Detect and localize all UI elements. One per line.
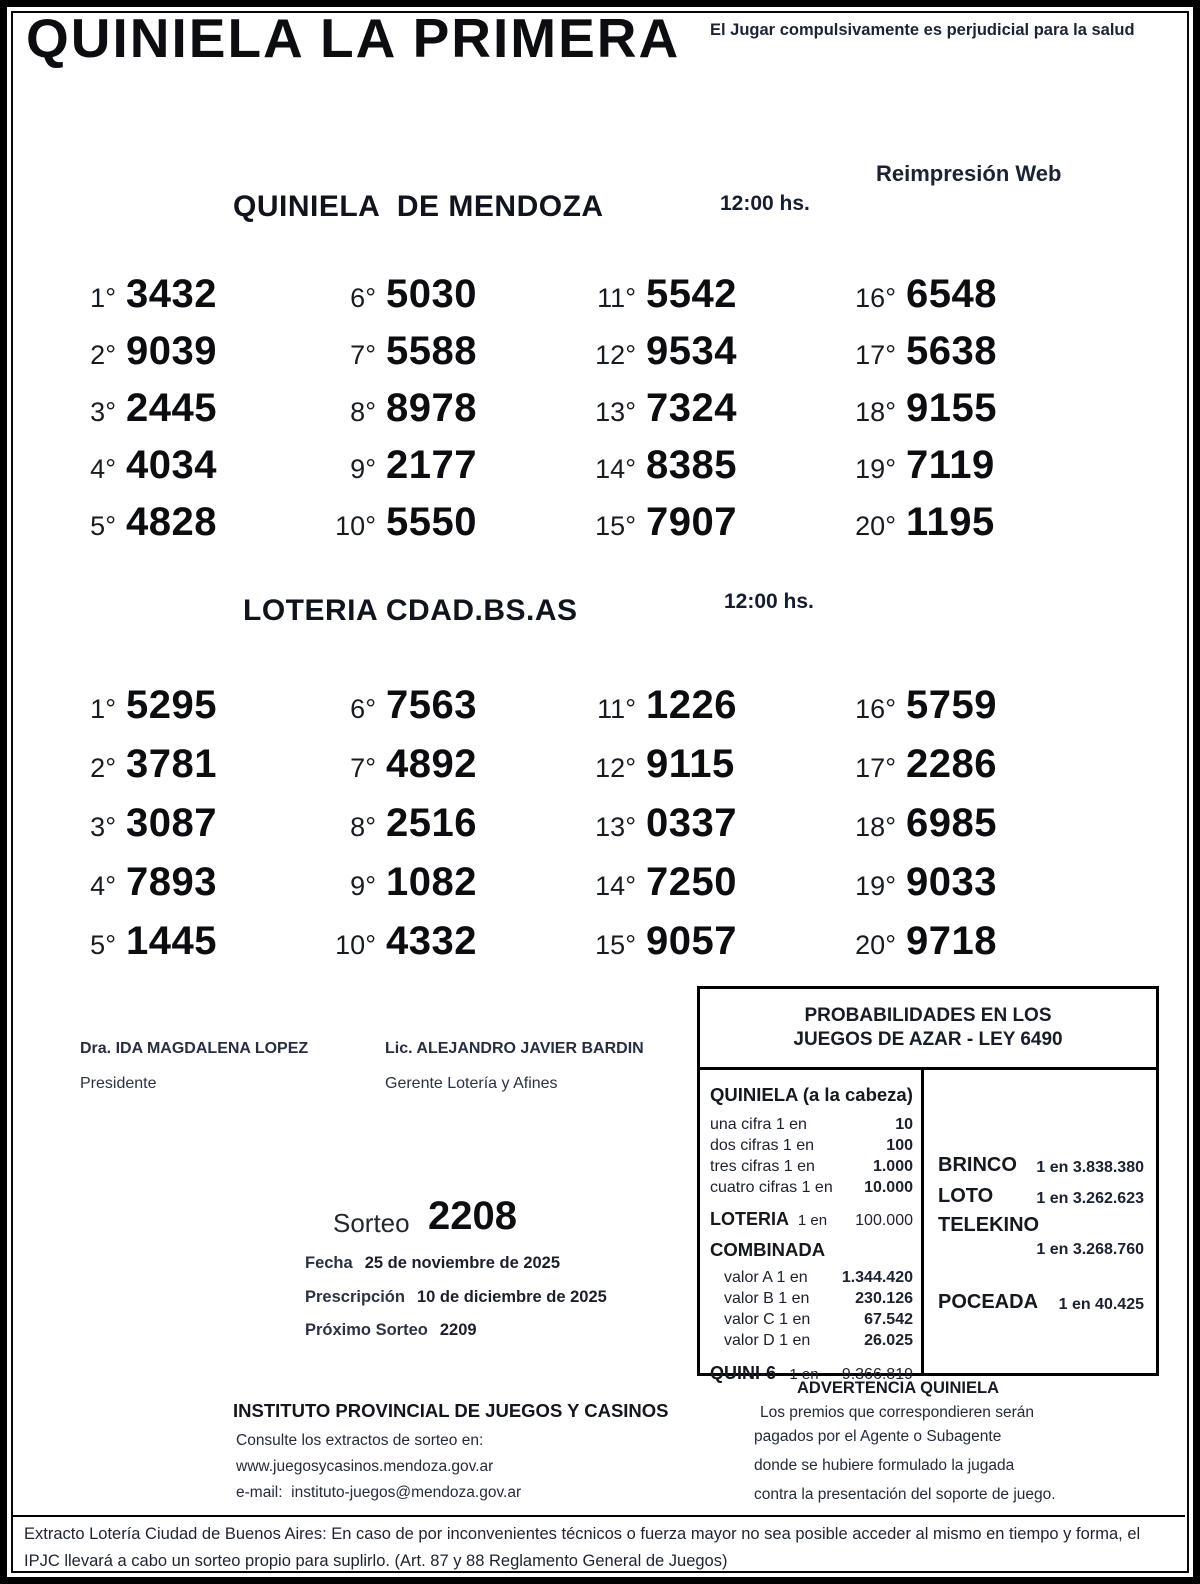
result-number: 2177 — [386, 443, 477, 487]
result-position: 13° — [595, 397, 636, 427]
result-number: 5550 — [386, 500, 477, 544]
result-cell — [318, 794, 578, 853]
results-column — [578, 266, 838, 551]
result-number: 6985 — [906, 801, 997, 845]
odds-label: valor C 1 en — [724, 1311, 811, 1328]
result-position: 12° — [595, 340, 636, 370]
result-cell — [58, 676, 318, 735]
odds-value: 26.025 — [864, 1332, 913, 1349]
result-number: 4332 — [386, 919, 477, 963]
loteria-mid: 1 en — [797, 1212, 828, 1229]
result-cell — [58, 323, 318, 380]
result-position: 16° — [855, 694, 896, 724]
result-position: 11° — [597, 694, 636, 724]
result-position: 14° — [595, 454, 636, 484]
result-position: 9° — [350, 871, 376, 901]
odds-row — [710, 1330, 913, 1351]
result-number: 2286 — [906, 742, 997, 786]
prescripcion-row — [305, 1288, 607, 1307]
document-title: QUINIELA LA PRIMERA — [26, 7, 681, 69]
result-number: 1195 — [906, 500, 995, 544]
proximo-sorteo-value: 2209 — [439, 1321, 477, 1339]
result-position: 3° — [90, 397, 116, 427]
result-position: 20° — [855, 511, 896, 541]
advertencia-line: donde se hubiere formulado la jugada — [754, 1457, 1015, 1474]
loto-odds — [938, 1185, 1144, 1208]
odds-value: 1.000 — [872, 1158, 913, 1175]
results-column — [58, 266, 318, 551]
result-number: 7893 — [126, 860, 217, 904]
result-number: 5542 — [646, 272, 737, 316]
poceada-value: 1 en 40.425 — [1058, 1296, 1144, 1313]
result-cell — [838, 494, 1100, 551]
result-cell — [58, 735, 318, 794]
result-position: 4° — [90, 871, 116, 901]
result-cell — [318, 494, 578, 551]
prescripcion-value: 10 de diciembre de 2025 — [416, 1288, 607, 1306]
footer-legal-text: Extracto Lotería Ciudad de Buenos Aires: En caso de por inconvenientes técnicos o fuerza mayor no sea posible acceder al mismo en tiempo y forma, el IPJC llevará a cabo un sorteo propio para suplirlo. (Art. 87 y 88 Reglamento General de Juegos) — [24, 1525, 1141, 1570]
result-number: 1445 — [126, 919, 217, 963]
result-position: 1° — [90, 283, 116, 313]
result-number: 7324 — [646, 386, 737, 430]
results-column — [578, 676, 838, 971]
results-column — [838, 266, 1100, 551]
result-number: 7250 — [646, 860, 737, 904]
result-number: 2445 — [126, 386, 217, 430]
result-cell — [318, 676, 578, 735]
result-position: 14° — [595, 871, 636, 901]
proximo-sorteo-row — [305, 1321, 477, 1340]
result-position: 15° — [595, 511, 636, 541]
result-number: 4828 — [126, 500, 217, 544]
result-cell — [58, 437, 318, 494]
fecha-row — [305, 1254, 560, 1273]
result-number: 2516 — [386, 801, 477, 845]
probabilities-title-line1: PROBABILIDADES EN LOS — [804, 1005, 1052, 1026]
result-number: 9534 — [646, 329, 737, 373]
advertencia-line: pagados por el Agente o Subagente — [754, 1428, 1002, 1445]
result-number: 7563 — [386, 683, 477, 727]
odds-label: cuatro cifras 1 en — [710, 1179, 833, 1196]
result-cell — [58, 380, 318, 437]
quiniela-odds-header: QUINIELA (a la cabeza) — [710, 1084, 913, 1105]
probabilities-box — [697, 986, 1159, 1383]
odds-value: 10.000 — [864, 1179, 913, 1196]
result-number: 1082 — [386, 860, 477, 904]
odds-row — [710, 1114, 913, 1135]
result-cell — [578, 266, 838, 323]
result-number: 3432 — [126, 272, 217, 316]
result-position: 10° — [335, 930, 376, 960]
result-position: 1° — [90, 694, 116, 724]
footer-divider — [13, 1515, 1185, 1517]
result-number: 8385 — [646, 443, 737, 487]
quini6-mid: 1 en — [789, 1366, 819, 1383]
result-position: 7° — [350, 753, 376, 783]
result-position: 10° — [335, 511, 376, 541]
odds-row — [710, 1288, 913, 1309]
result-position: 19° — [855, 871, 896, 901]
result-number: 5030 — [386, 272, 477, 316]
result-cell — [58, 266, 318, 323]
odds-label: valor A 1 en — [724, 1269, 808, 1286]
probabilities-body — [700, 1070, 1156, 1383]
sorteo-label: Sorteo — [333, 1208, 410, 1238]
result-cell — [58, 853, 318, 912]
result-number: 1226 — [646, 683, 737, 727]
loteria-label: LOTERIA — [710, 1209, 789, 1229]
results-column — [318, 676, 578, 971]
odds-row — [710, 1267, 913, 1288]
result-cell — [578, 853, 838, 912]
result-cell — [838, 437, 1100, 494]
result-position: 17° — [855, 753, 896, 783]
odds-row — [710, 1309, 913, 1330]
odds-value: 10 — [895, 1116, 913, 1133]
institute-email-row — [236, 1484, 521, 1502]
result-number: 7119 — [906, 443, 995, 487]
quini6-odds-value: 9.366.819 — [841, 1366, 913, 1383]
result-cell — [58, 912, 318, 971]
signature-president-role: Presidente — [80, 1075, 157, 1092]
result-position: 13° — [595, 812, 636, 842]
reprint-web-label: Reimpresión Web — [876, 161, 1062, 186]
result-position: 16° — [855, 283, 896, 313]
result-number: 9115 — [646, 742, 735, 786]
advertencia-line: contra la presentación del soporte de juego. — [754, 1486, 1056, 1503]
result-position: 7° — [350, 340, 376, 370]
odds-label: valor D 1 en — [724, 1332, 811, 1349]
email-address: instituto-juegos@mendoza.gov.ar — [291, 1484, 522, 1501]
result-number: 9057 — [646, 919, 737, 963]
result-cell — [318, 437, 578, 494]
brinco-value: 1 en 3.838.380 — [1036, 1159, 1144, 1176]
result-cell — [318, 266, 578, 323]
result-number: 9155 — [906, 386, 997, 430]
loteria-odds-label — [710, 1209, 827, 1230]
results-grid-bsas — [0, 676, 1200, 971]
result-number: 6548 — [906, 272, 997, 316]
result-position: 2° — [90, 340, 116, 370]
result-cell — [318, 853, 578, 912]
result-cell — [318, 380, 578, 437]
result-number: 9039 — [126, 329, 217, 373]
result-position: 19° — [855, 454, 896, 484]
odds-value: 230.126 — [855, 1290, 913, 1307]
result-cell — [838, 266, 1100, 323]
result-position: 2° — [90, 753, 116, 783]
probabilities-left-column — [700, 1070, 924, 1383]
results-column — [838, 676, 1100, 971]
loto-label: LOTO — [938, 1185, 994, 1207]
telekino-value: 1 en 3.268.760 — [1036, 1241, 1144, 1258]
advertencia-title: ADVERTENCIA QUINIELA — [797, 1379, 999, 1397]
result-cell — [578, 794, 838, 853]
section-title-bsas: LOTERIA CDAD.BS.AS — [243, 594, 578, 627]
quini6-label: QUINI-6 — [710, 1363, 777, 1383]
probabilities-title-line2: JUEGOS DE AZAR - LEY 6490 — [793, 1029, 1063, 1050]
institute-consult-line: Consulte los extractos de sorteo en: — [236, 1432, 484, 1449]
result-cell — [318, 912, 578, 971]
result-cell — [578, 912, 838, 971]
result-number: 9033 — [906, 860, 997, 904]
result-position: 20° — [855, 930, 896, 960]
odds-row — [710, 1156, 913, 1177]
brinco-odds — [938, 1154, 1144, 1177]
sorteo-number: 2208 — [428, 1194, 517, 1238]
brinco-label: BRINCO — [938, 1154, 1017, 1176]
result-position: 5° — [90, 930, 116, 960]
result-cell — [838, 676, 1100, 735]
loteria-odds-row — [710, 1209, 913, 1231]
odds-value: 100 — [886, 1137, 913, 1154]
results-column — [58, 676, 318, 971]
odds-row — [710, 1177, 913, 1198]
result-cell — [578, 437, 838, 494]
proximo-sorteo-label: Próximo Sorteo — [305, 1321, 428, 1339]
result-position: 5° — [90, 511, 116, 541]
result-number: 4892 — [386, 742, 477, 786]
result-position: 12° — [595, 753, 636, 783]
results-column — [318, 266, 578, 551]
poceada-odds — [938, 1291, 1144, 1314]
result-cell — [578, 323, 838, 380]
result-number: 5638 — [906, 329, 997, 373]
institute-name: INSTITUTO PROVINCIAL DE JUEGOS Y CASINOS — [233, 1400, 669, 1421]
telekino-label: TELEKINO — [938, 1214, 1040, 1236]
result-cell — [838, 912, 1100, 971]
result-number: 4034 — [126, 443, 217, 487]
result-position: 8° — [350, 812, 376, 842]
result-cell — [838, 380, 1100, 437]
result-number: 8978 — [386, 386, 477, 430]
loto-value: 1 en 3.262.623 — [1036, 1190, 1144, 1207]
result-position: 6° — [350, 283, 376, 313]
prescripcion-label: Prescripción — [305, 1288, 405, 1306]
result-cell — [318, 735, 578, 794]
result-position: 18° — [855, 812, 896, 842]
result-position: 8° — [350, 397, 376, 427]
result-number: 3087 — [126, 801, 217, 845]
result-number: 5759 — [906, 683, 997, 727]
result-position: 15° — [595, 930, 636, 960]
result-position: 4° — [90, 454, 116, 484]
signature-manager-role: Gerente Lotería y Afines — [385, 1075, 558, 1092]
loteria-odds-value: 100.000 — [855, 1212, 913, 1229]
odds-value: 67.542 — [864, 1311, 913, 1328]
result-number: 3781 — [126, 742, 217, 786]
result-position: 6° — [350, 694, 376, 724]
result-cell — [838, 735, 1100, 794]
poceada-label: POCEADA — [938, 1291, 1039, 1313]
result-cell — [838, 853, 1100, 912]
result-position: 9° — [350, 454, 376, 484]
section-title-mendoza: QUINIELA DE MENDOZA — [233, 190, 604, 223]
fecha-label: Fecha — [305, 1254, 353, 1272]
odds-label: una cifra 1 en — [710, 1116, 807, 1133]
result-position: 18° — [855, 397, 896, 427]
result-cell — [318, 323, 578, 380]
section-time-mendoza: 12:00 hs. — [720, 192, 810, 215]
probabilities-header — [700, 989, 1156, 1070]
combinada-header: COMBINADA — [710, 1239, 826, 1260]
odds-label: dos cifras 1 en — [710, 1137, 815, 1154]
result-position: 3° — [90, 812, 116, 842]
result-position: 17° — [855, 340, 896, 370]
result-number: 7907 — [646, 500, 737, 544]
probabilities-right-column — [924, 1070, 1156, 1376]
result-cell — [58, 494, 318, 551]
odds-label: tres cifras 1 en — [710, 1158, 815, 1175]
result-cell — [578, 676, 838, 735]
institute-website: www.juegosycasinos.mendoza.gov.ar — [236, 1458, 494, 1475]
result-number: 0337 — [646, 801, 737, 845]
health-warning: El Jugar compulsivamente es perjudicial para la salud — [710, 21, 1135, 39]
result-position: 11° — [597, 283, 636, 313]
result-number: 5588 — [386, 329, 477, 373]
odds-row — [710, 1135, 913, 1156]
advertencia-line: Los premios que correspondieren serán — [760, 1404, 1034, 1421]
result-cell — [838, 794, 1100, 853]
odds-value: 1.344.420 — [841, 1269, 913, 1286]
signature-president-name: Dra. IDA MAGDALENA LOPEZ — [80, 1040, 309, 1057]
fecha-value: 25 de noviembre de 2025 — [364, 1254, 561, 1272]
results-grid-mendoza — [0, 266, 1200, 551]
result-cell — [578, 494, 838, 551]
result-cell — [578, 380, 838, 437]
result-cell — [838, 323, 1100, 380]
result-cell — [578, 735, 838, 794]
signature-manager-name: Lic. ALEJANDRO JAVIER BARDIN — [385, 1040, 644, 1057]
section-time-bsas: 12:00 hs. — [724, 590, 814, 613]
result-cell — [58, 794, 318, 853]
result-number: 5295 — [126, 683, 217, 727]
result-number: 9718 — [906, 919, 997, 963]
odds-label: valor B 1 en — [724, 1290, 810, 1307]
email-label: e-mail: — [236, 1484, 283, 1501]
